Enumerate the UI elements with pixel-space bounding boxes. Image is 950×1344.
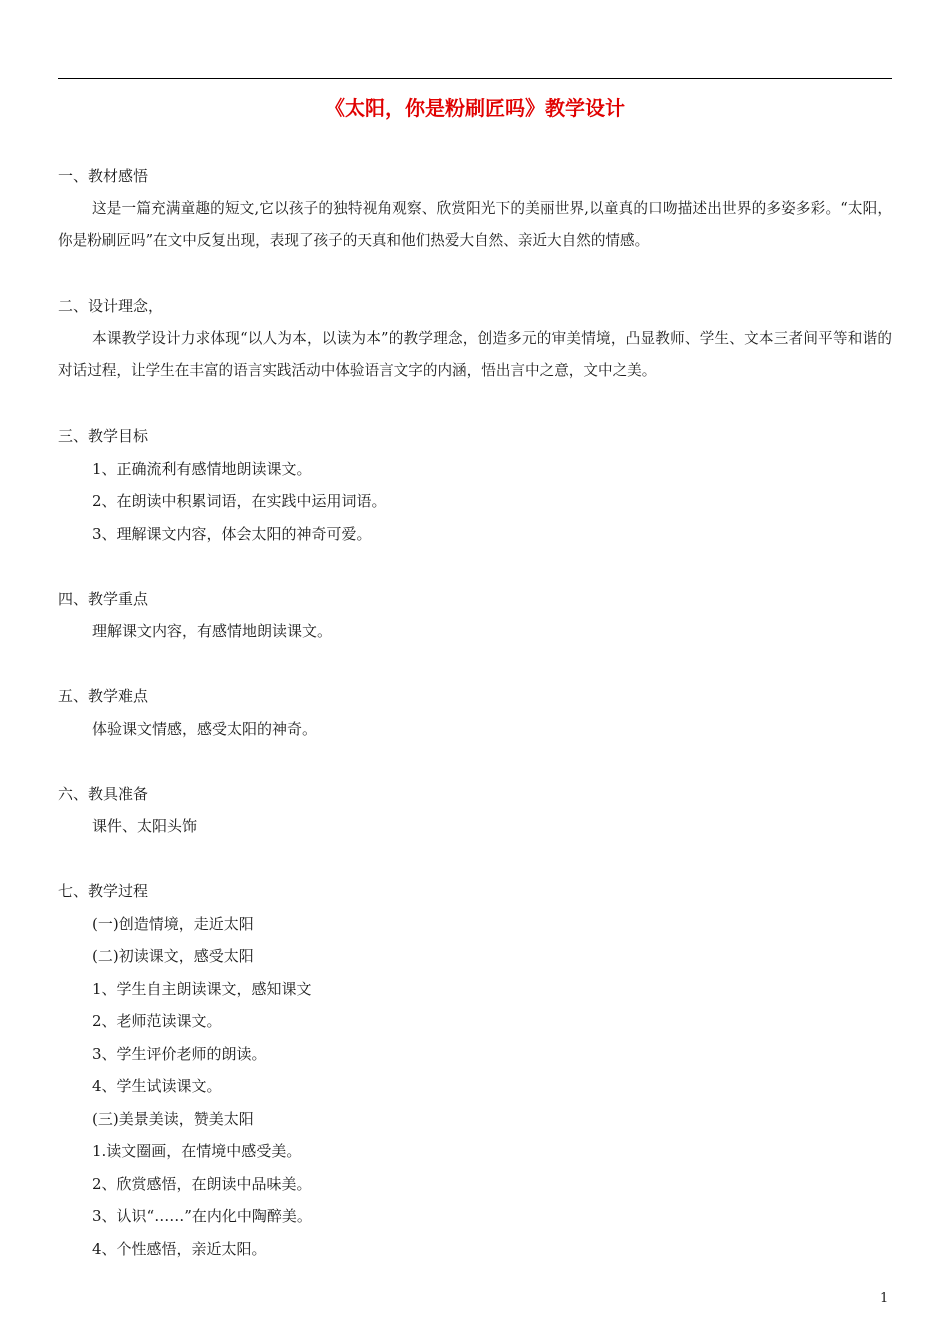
page-number: 1	[880, 1291, 889, 1306]
list-item: 1.读文圈画，在情境中感受美。	[92, 1142, 302, 1160]
list-item: (三)美景美读，赞美太阳	[92, 1109, 254, 1128]
list-item: 理解课文内容，有感情地朗读课文。	[92, 622, 333, 640]
list-item: 1、学生自主朗读课文，感知课文	[92, 979, 312, 998]
list-item: 3、认识“……”在内化中陶醉美。	[92, 1207, 312, 1225]
section-heading-key-points: 四、教学重点	[58, 589, 149, 608]
list-item: 2、欣赏感悟，在朗读中品味美。	[92, 1174, 312, 1193]
list-item: 1、正确流利有感情地朗读课文。	[92, 459, 312, 478]
list-item: 3、理解课文内容，体会太阳的神奇可爱。	[92, 524, 372, 543]
section-heading-concept: 二、设计理念，	[58, 297, 164, 315]
section-paragraph-materials: 这是一篇充满童趣的短文,它以孩子的独特视角观察、欣赏阳光下的美丽世界,以童真的口吻描述出世界的多姿多彩。“太阳，你是粉刷匠吗”在文中反复出现，表现了孩子的天真和他们热爱大自然、亲近大自然的情感。	[58, 199, 892, 249]
list-item: 体验课文情感，感受太阳的神奇。	[92, 719, 318, 738]
section-paragraph-concept: 本课教学设计力求体现“以人为本，以读为本”的教学理念，创造多元的审美情境，凸显教师、学生、文本三者间平等和谐的对话过程，让学生在丰富的语言实践活动中体验语言文字的内涵，悟出言中之意，文中之美。	[58, 329, 892, 379]
section-heading-materials: 一、教材感悟	[58, 167, 149, 185]
section-heading-goals: 三、教学目标	[58, 427, 149, 445]
list-item: (一)创造情境，走近太阳	[92, 914, 254, 933]
list-item: 2、老师范读课文。	[92, 1012, 222, 1030]
document-body	[58, 160, 892, 1265]
list-item: 4、个性感悟，亲近太阳。	[92, 1239, 267, 1258]
list-item: 4、学生试读课文。	[92, 1077, 222, 1095]
header-rule	[58, 78, 892, 79]
list-item: 2、在朗读中积累词语，在实践中运用词语。	[92, 492, 387, 510]
list-item: 课件、太阳头饰	[92, 817, 198, 835]
section-heading-process: 七、教学过程	[58, 882, 149, 900]
section-heading-difficulties: 五、教学难点	[58, 687, 149, 705]
section-heading-materials-prep: 六、教具准备	[58, 784, 149, 803]
document-title: 《太阳，你是粉刷匠吗》教学设计	[325, 96, 625, 120]
list-item: (二)初读课文，感受太阳	[92, 947, 254, 965]
list-item: 3、学生评价老师的朗读。	[92, 1044, 267, 1063]
